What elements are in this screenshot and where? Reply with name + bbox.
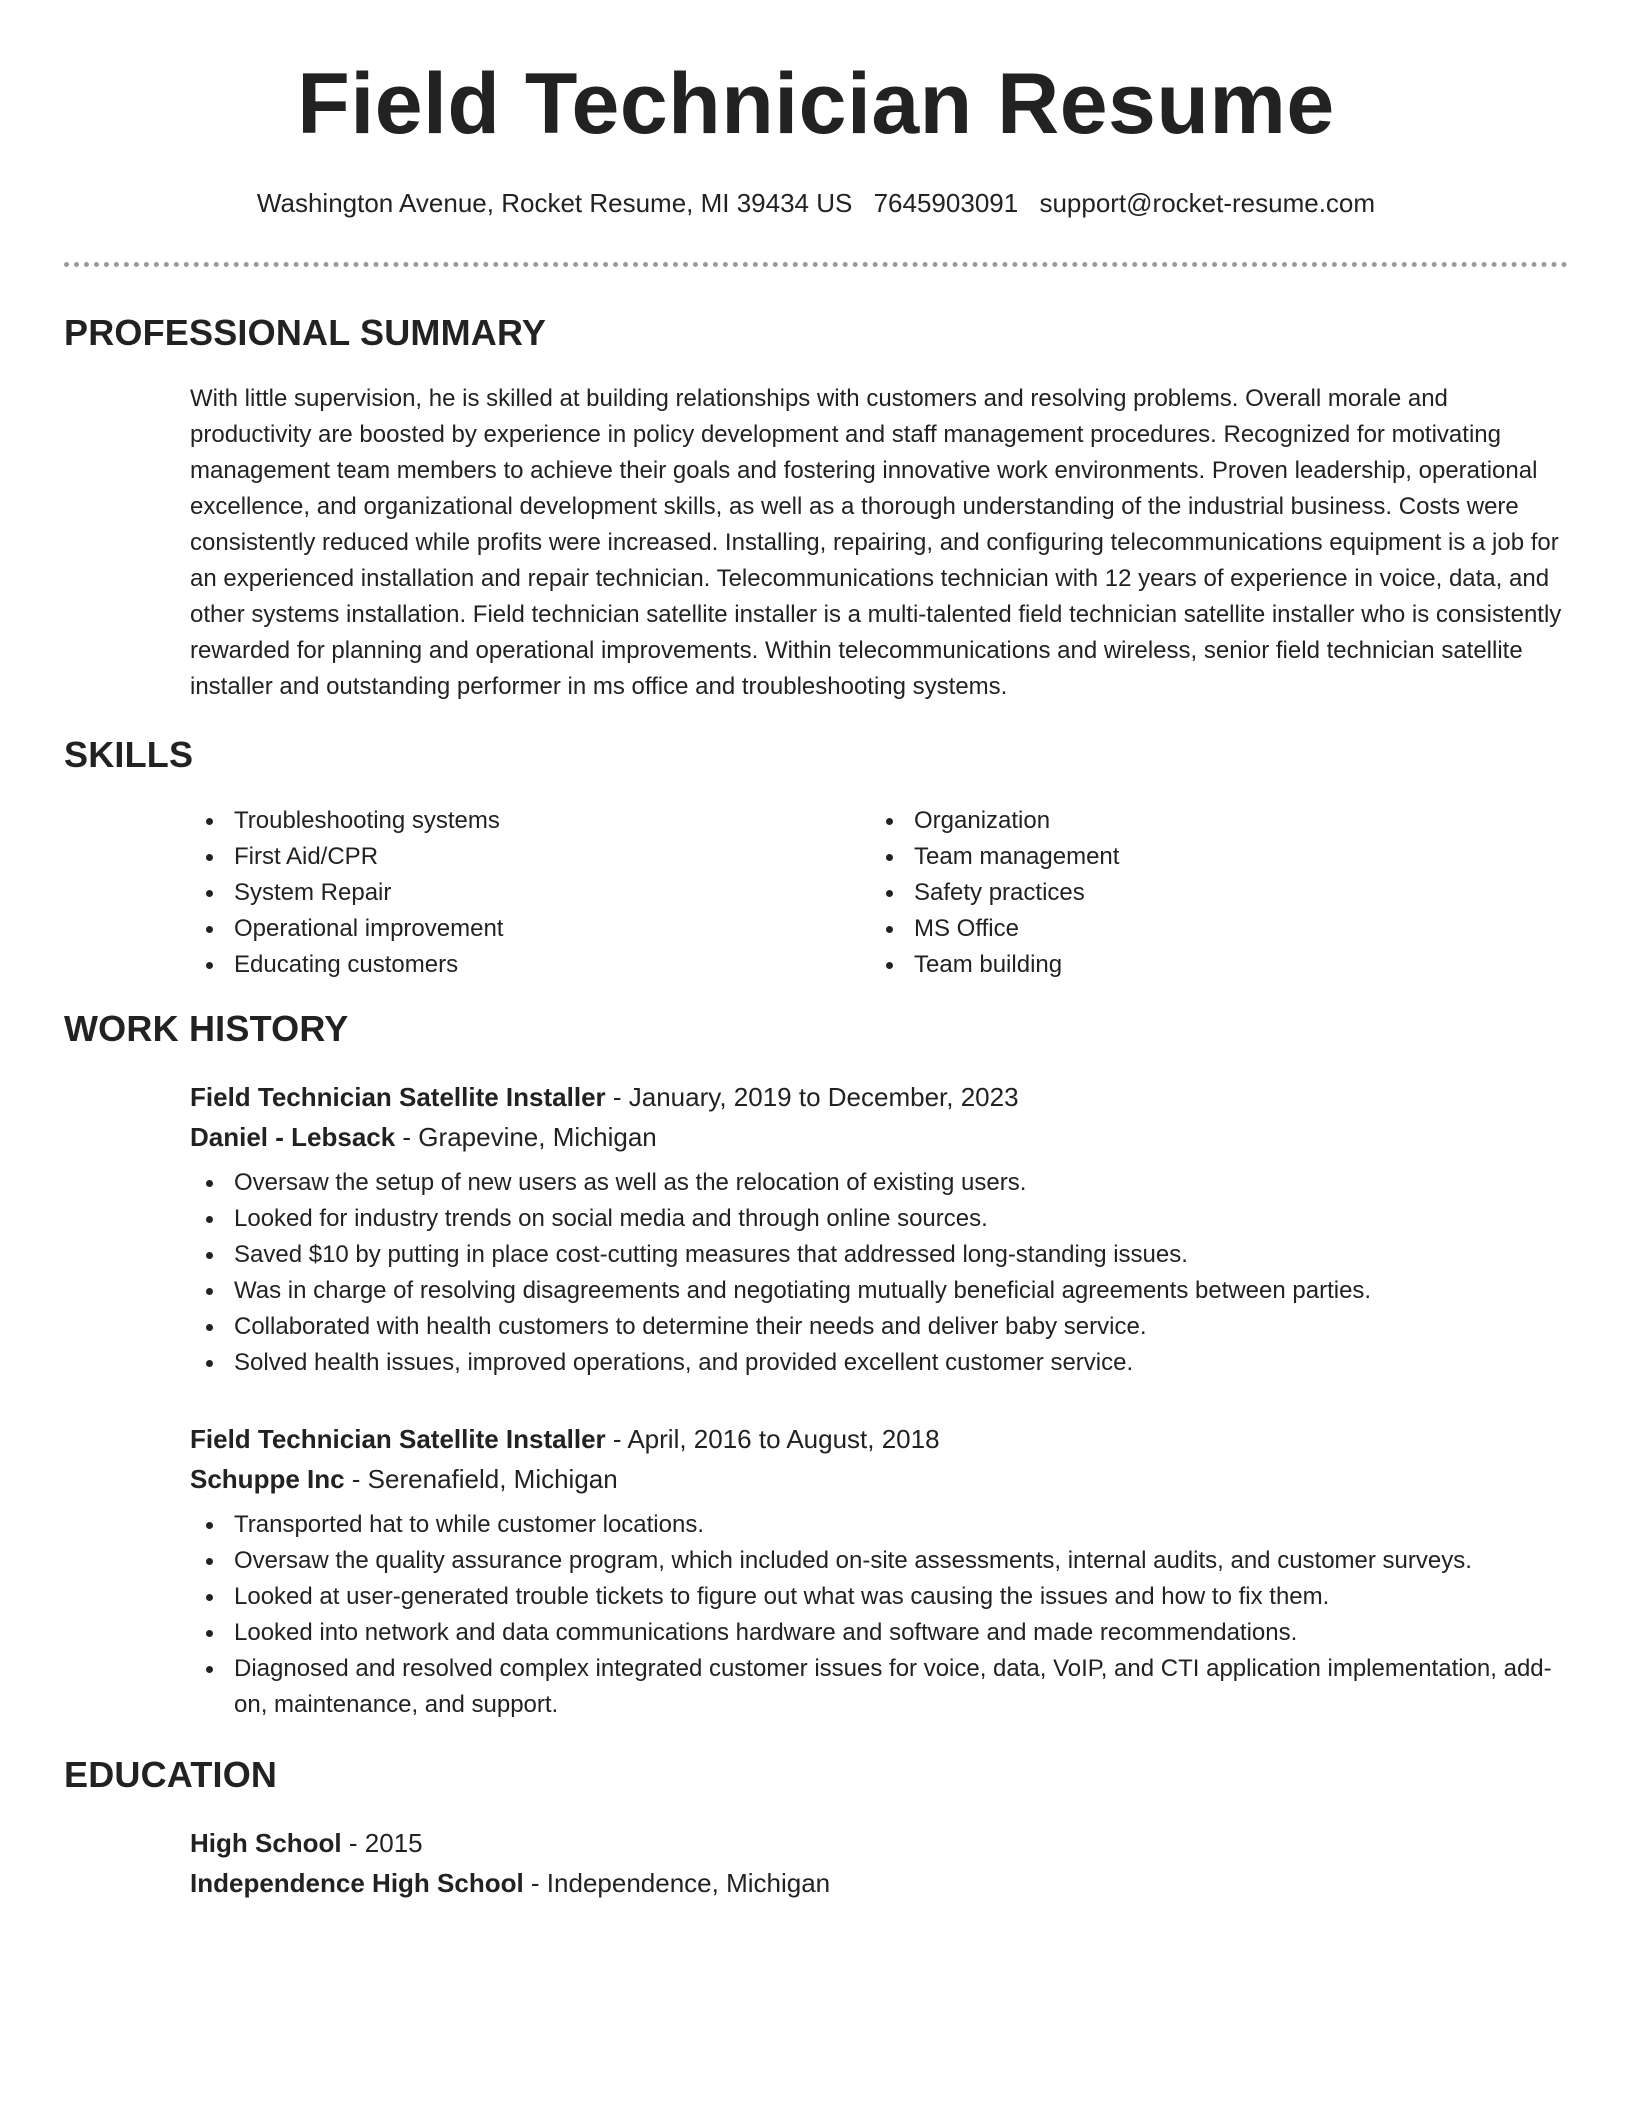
skill-item: Team building (870, 947, 1119, 983)
job-location: - Grapevine, Michigan (395, 1122, 657, 1152)
skill-item: Troubleshooting systems (190, 803, 870, 839)
education-location: - Independence, Michigan (523, 1868, 831, 1898)
education-degree: High School (190, 1828, 342, 1858)
job-title-line (190, 1077, 1568, 1117)
job-bullet: Diagnosed and resolved complex integrated customer issues for voice, data, VoIP, and CTI application implementation, add-on, maintenance, and support. (190, 1651, 1568, 1723)
job-bullet: Oversaw the quality assurance program, which included on-site assessments, internal audits, and customer surveys. (190, 1543, 1568, 1579)
section-heading-skills: SKILLS (64, 734, 194, 775)
job-bullet: Solved health issues, improved operations, and provided excellent customer service. (190, 1345, 1568, 1381)
header-divider (64, 262, 1568, 267)
job-bullet: Saved $10 by putting in place cost-cutting measures that addressed long-standing issues. (190, 1237, 1568, 1273)
section-heading-education: EDUCATION (64, 1754, 278, 1795)
job-title-line (190, 1419, 1568, 1459)
skill-item: System Repair (190, 875, 870, 911)
job-company: Daniel - Lebsack (190, 1122, 396, 1152)
section-heading-work: WORK HISTORY (64, 1008, 349, 1049)
job-bullet: Looked for industry trends on social media and through online sources. (190, 1201, 1568, 1237)
job-company-line (190, 1459, 1568, 1499)
education-school: Independence High School (190, 1868, 524, 1898)
job-title: Field Technician Satellite Installer (190, 1082, 606, 1112)
skill-item: Safety practices (870, 875, 1119, 911)
job-bullet: Collaborated with health customers to determine their needs and deliver baby service. (190, 1309, 1568, 1345)
job-entry (190, 1419, 1568, 1723)
contact-phone: 7645903091 (873, 188, 1019, 218)
job-bullet: Oversaw the setup of new users as well as the relocation of existing users. (190, 1165, 1568, 1201)
skill-item: Operational improvement (190, 911, 870, 947)
job-bullets (190, 1507, 1568, 1723)
job-company-line (190, 1117, 1568, 1157)
section-work-history (64, 1007, 1568, 1723)
contact-address: Washington Avenue, Rocket Resume, MI 39434 US (256, 188, 853, 218)
skills-column-left (190, 803, 870, 983)
job-bullets (190, 1165, 1568, 1381)
skill-item: MS Office (870, 911, 1119, 947)
section-professional-summary (64, 311, 1568, 705)
job-bullet: Looked at user-generated trouble tickets to figure out what was causing the issues and how to fix them. (190, 1579, 1568, 1615)
skill-item: Educating customers (190, 947, 870, 983)
skills-column-right (870, 803, 1119, 983)
education-entry (190, 1823, 1568, 1903)
education-year: - 2015 (341, 1828, 423, 1858)
skill-item: Team management (870, 839, 1119, 875)
job-company: Schuppe Inc (190, 1464, 345, 1494)
section-heading-summary: PROFESSIONAL SUMMARY (64, 312, 547, 353)
job-location: - Serenafield, Michigan (344, 1464, 618, 1494)
contact-line (64, 186, 1568, 220)
resume-title: Field Technician Resume (297, 56, 1335, 152)
job-bullet: Transported hat to while customer locations. (190, 1507, 1568, 1543)
section-skills (64, 733, 1568, 983)
skill-item: First Aid/CPR (190, 839, 870, 875)
skill-item: Organization (870, 803, 1119, 839)
education-degree-line (190, 1823, 1568, 1863)
job-bullet: Was in charge of resolving disagreements and negotiating mutually beneficial agreements between parties. (190, 1273, 1568, 1309)
job-dates: - January, 2019 to December, 2023 (605, 1082, 1019, 1112)
job-bullet: Looked into network and data communications hardware and software and made recommendations. (190, 1615, 1568, 1651)
job-dates: - April, 2016 to August, 2018 (605, 1424, 940, 1454)
job-title: Field Technician Satellite Installer (190, 1424, 606, 1454)
section-education (64, 1753, 1568, 1903)
skills-grid (190, 803, 1568, 983)
job-entry (190, 1077, 1568, 1381)
education-school-line (190, 1863, 1568, 1903)
summary-text: With little supervision, he is skilled at building relationships with customers and resolving problems. Overall morale and productivity are boosted by experience in policy development and staff management procedures. Recognized for motivating management team members to achieve their goals and fostering innovative work environments. Proven leadership, operational excellence, and organizational development skills, as well as a thorough understanding of the industrial business. Costs were consistently reduced while profits were increased. Installing, repairing, and configuring telecommunications equipment is a job for an experienced installation and repair technician. Telecommunications technician with 12 years of experience in voice, data, and other systems installation. Field technician satellite installer is a multi-talented field technician satellite installer who is consistently rewarded for planning and operational improvements. Within telecommunications and wireless, senior field technician satellite installer and outstanding performer in ms office and troubleshooting systems. (190, 385, 1562, 700)
contact-email: support@rocket-resume.com (1039, 188, 1376, 218)
